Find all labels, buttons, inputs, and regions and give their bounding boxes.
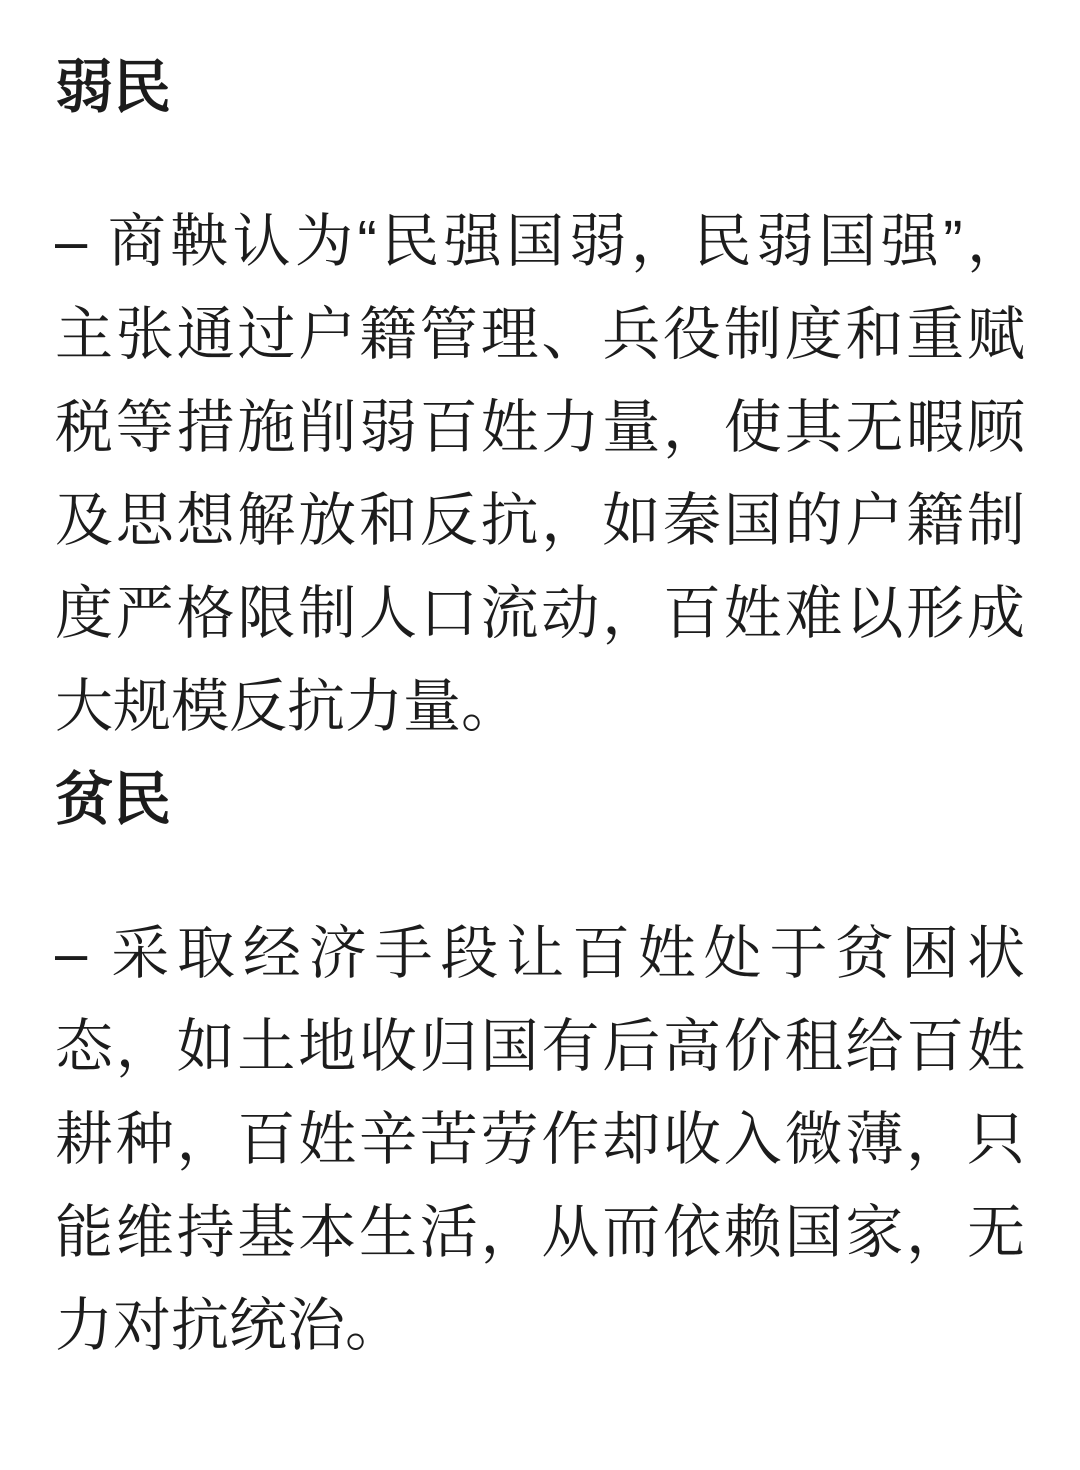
text-line: 度严格限制人口流动，百姓难以形成 — [55, 581, 1025, 646]
text-line: 及思想解放和反抗，如秦国的户籍制 — [55, 488, 1025, 553]
section-impoverish-people — [55, 753, 1025, 1372]
text-line: 大规模反抗力量。 — [55, 674, 520, 739]
section-heading-weaken-people: 弱民 — [55, 55, 172, 120]
section-heading-impoverish-people: 贫民 — [55, 767, 172, 832]
text-line: – 采取经济手段让百姓处于贫困状 — [55, 921, 1025, 986]
paragraph-weaken-people — [55, 195, 1025, 753]
text-line: 能维持基本生活，从而依赖国家，无 — [55, 1200, 1025, 1265]
section-weaken-people — [55, 41, 1025, 753]
text-line: 力对抗统治。 — [55, 1293, 404, 1358]
text-line: 税等措施削弱百姓力量，使其无暇顾 — [55, 395, 1025, 460]
text-line: 主张通过户籍管理、兵役制度和重赋 — [55, 302, 1025, 367]
text-line: 耕种，百姓辛苦劳作却收入微薄，只 — [55, 1107, 1025, 1172]
text-line: – 商鞅认为“民强国弱，民弱国强”， — [55, 209, 1025, 274]
text-line: 态，如土地收归国有后高价租给百姓 — [55, 1014, 1025, 1079]
paragraph-impoverish-people — [55, 907, 1025, 1372]
